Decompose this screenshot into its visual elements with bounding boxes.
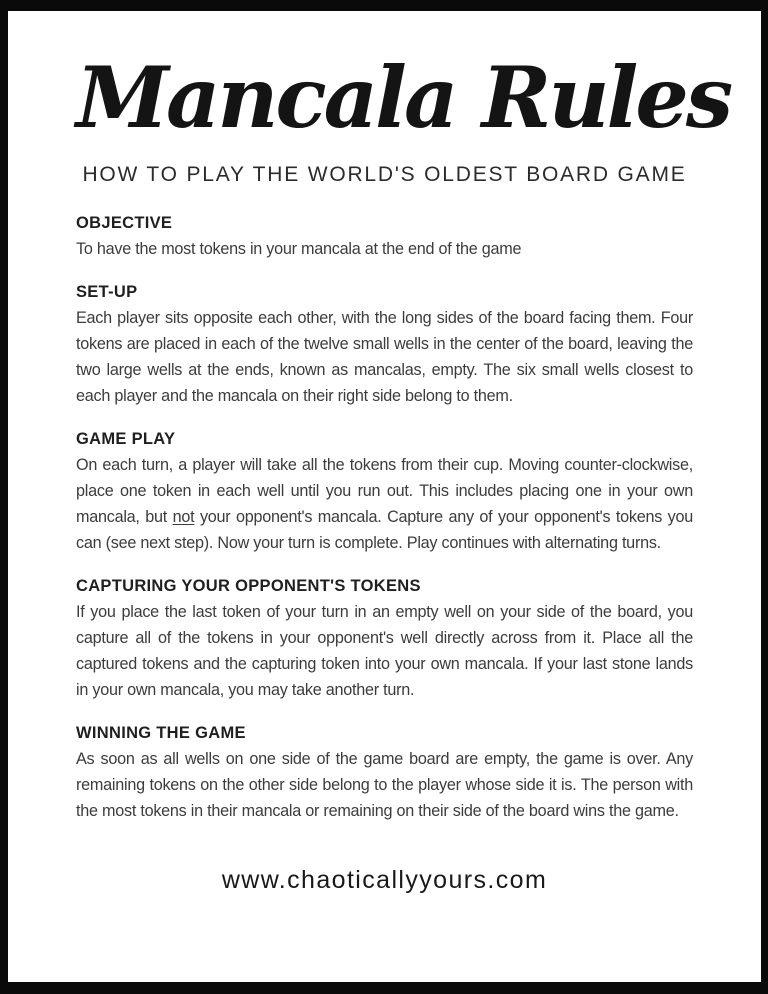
objective-heading: OBJECTIVE [76, 214, 173, 233]
setup-body: Each player sits opposite each other, with the long sides of the board facing them. Four tokens are placed in each of the twelve small wells in the center of the board, leaving the two large wells at the ends, known as mancalas, empty. The six small wells closest to each player and the mancala on their right side belong to them. [76, 309, 693, 406]
section-setup [76, 283, 693, 409]
section-objective [76, 214, 693, 262]
rules-content [76, 214, 693, 824]
page-title: Mancala Rules [76, 48, 731, 147]
capturing-body: If you place the last token of your turn in an empty well on your side of the board, you capture all of the tokens in your opponent's well directly across from it. Place all the captured tokens and the capturing token into your own mancala. If your last stone lands in your own mancala, you may take another turn. [76, 603, 693, 700]
section-game-play [76, 430, 693, 556]
game-play-heading: GAME PLAY [76, 430, 176, 449]
game-play-body-pre: On each turn, a player will take all the tokens from their cup. Moving counter-clockwise, place one token in each well until you run out. This includes placing one in your own mancala, but [76, 456, 693, 527]
winning-heading: WINNING THE GAME [76, 724, 246, 743]
winning-body: As soon as all wells on one side of the game board are empty, the game is over. Any remaining tokens on the other side belong to the player whose side it is. The person with the most tokens in their mancala or remaining on their side of the board wins the game. [76, 750, 693, 821]
game-play-body [76, 452, 693, 556]
website-url: www.chaoticallyyours.com [221, 866, 548, 895]
game-play-body-underlined-word: not [172, 508, 195, 527]
section-capturing [76, 577, 693, 703]
setup-heading: SET-UP [76, 283, 138, 302]
flyer-header [76, 47, 731, 187]
capturing-heading: CAPTURING YOUR OPPONENT'S TOKENS [76, 577, 421, 596]
objective-body: To have the most tokens in your mancala at the end of the game [76, 240, 522, 259]
game-play-body-post: your opponent's mancala. Capture any of your opponent's tokens you can (see next step). Now your turn is complete. Play continues with alternating turns. [76, 508, 693, 553]
page-subtitle: HOW TO PLAY THE WORLD'S OLDEST BOARD GAME [82, 163, 687, 187]
flyer-footer [76, 866, 693, 895]
section-winning [76, 724, 693, 824]
